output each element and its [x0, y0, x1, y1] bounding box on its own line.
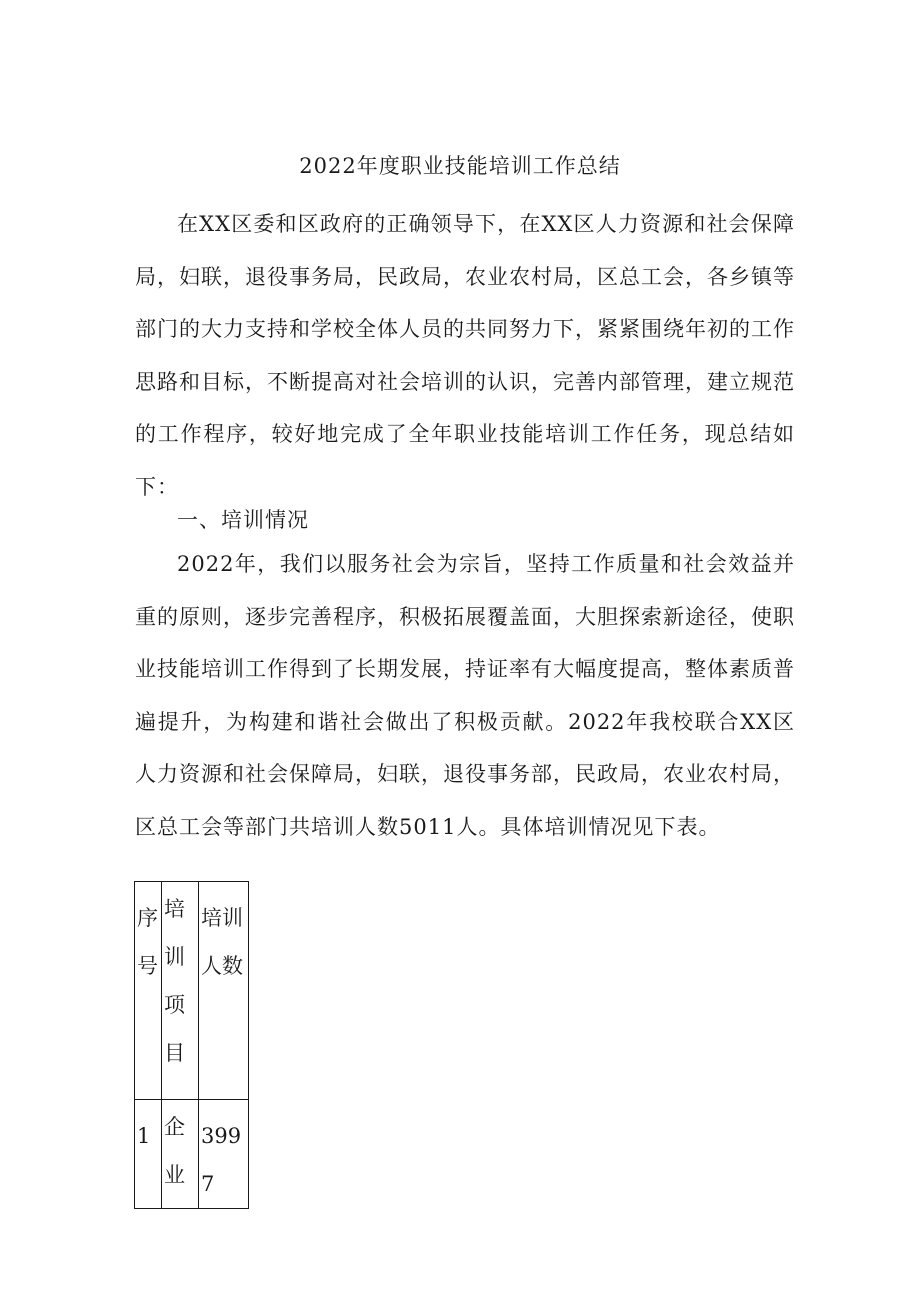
intro-paragraph: 在XX区委和区政府的正确领导下，在XX区人力资源和社会保障局，妇联，退役事务局，民政局，农业农村局，区总工会，各乡镇等部门的大力支持和学校全体人员的共同努力下，紧紧围绕年初的工作思路和目标，不断提高对社会培训的认识，完善内部管理，建立规范的工作程序，较好地完成了全年职业技能培训工作任务，现总结如下：	[135, 212, 795, 499]
header-count: 培训人数	[199, 882, 249, 1100]
cell-count: 3997	[199, 1100, 249, 1209]
cell-seq: 1	[135, 1100, 162, 1209]
training-table	[134, 881, 249, 1209]
header-project: 培训项目	[162, 882, 199, 1100]
cell-project: 企业	[162, 1100, 199, 1209]
section-heading: 一、培训情况	[177, 508, 309, 532]
header-seq: 序号	[135, 882, 162, 1100]
table-header-row	[135, 882, 249, 1100]
table-row	[135, 1100, 249, 1209]
document-title: 2022年度职业技能培训工作总结	[299, 154, 621, 178]
training-paragraph: 2022年，我们以服务社会为宗旨，坚持工作质量和社会效益并重的原则，逐步完善程序，积极拓展覆盖面，大胆探索新途径，使职业技能培训工作得到了长期发展，持证率有大幅度提高，整体素质普遍提升，为构建和谐社会做出了积极贡献。2022年我校联合XX区人力资源和社会保障局，妇联，退役事务部，民政局，农业农村局，区总工会等部门共培训人数5011人。具体培训情况见下表。	[135, 552, 795, 839]
